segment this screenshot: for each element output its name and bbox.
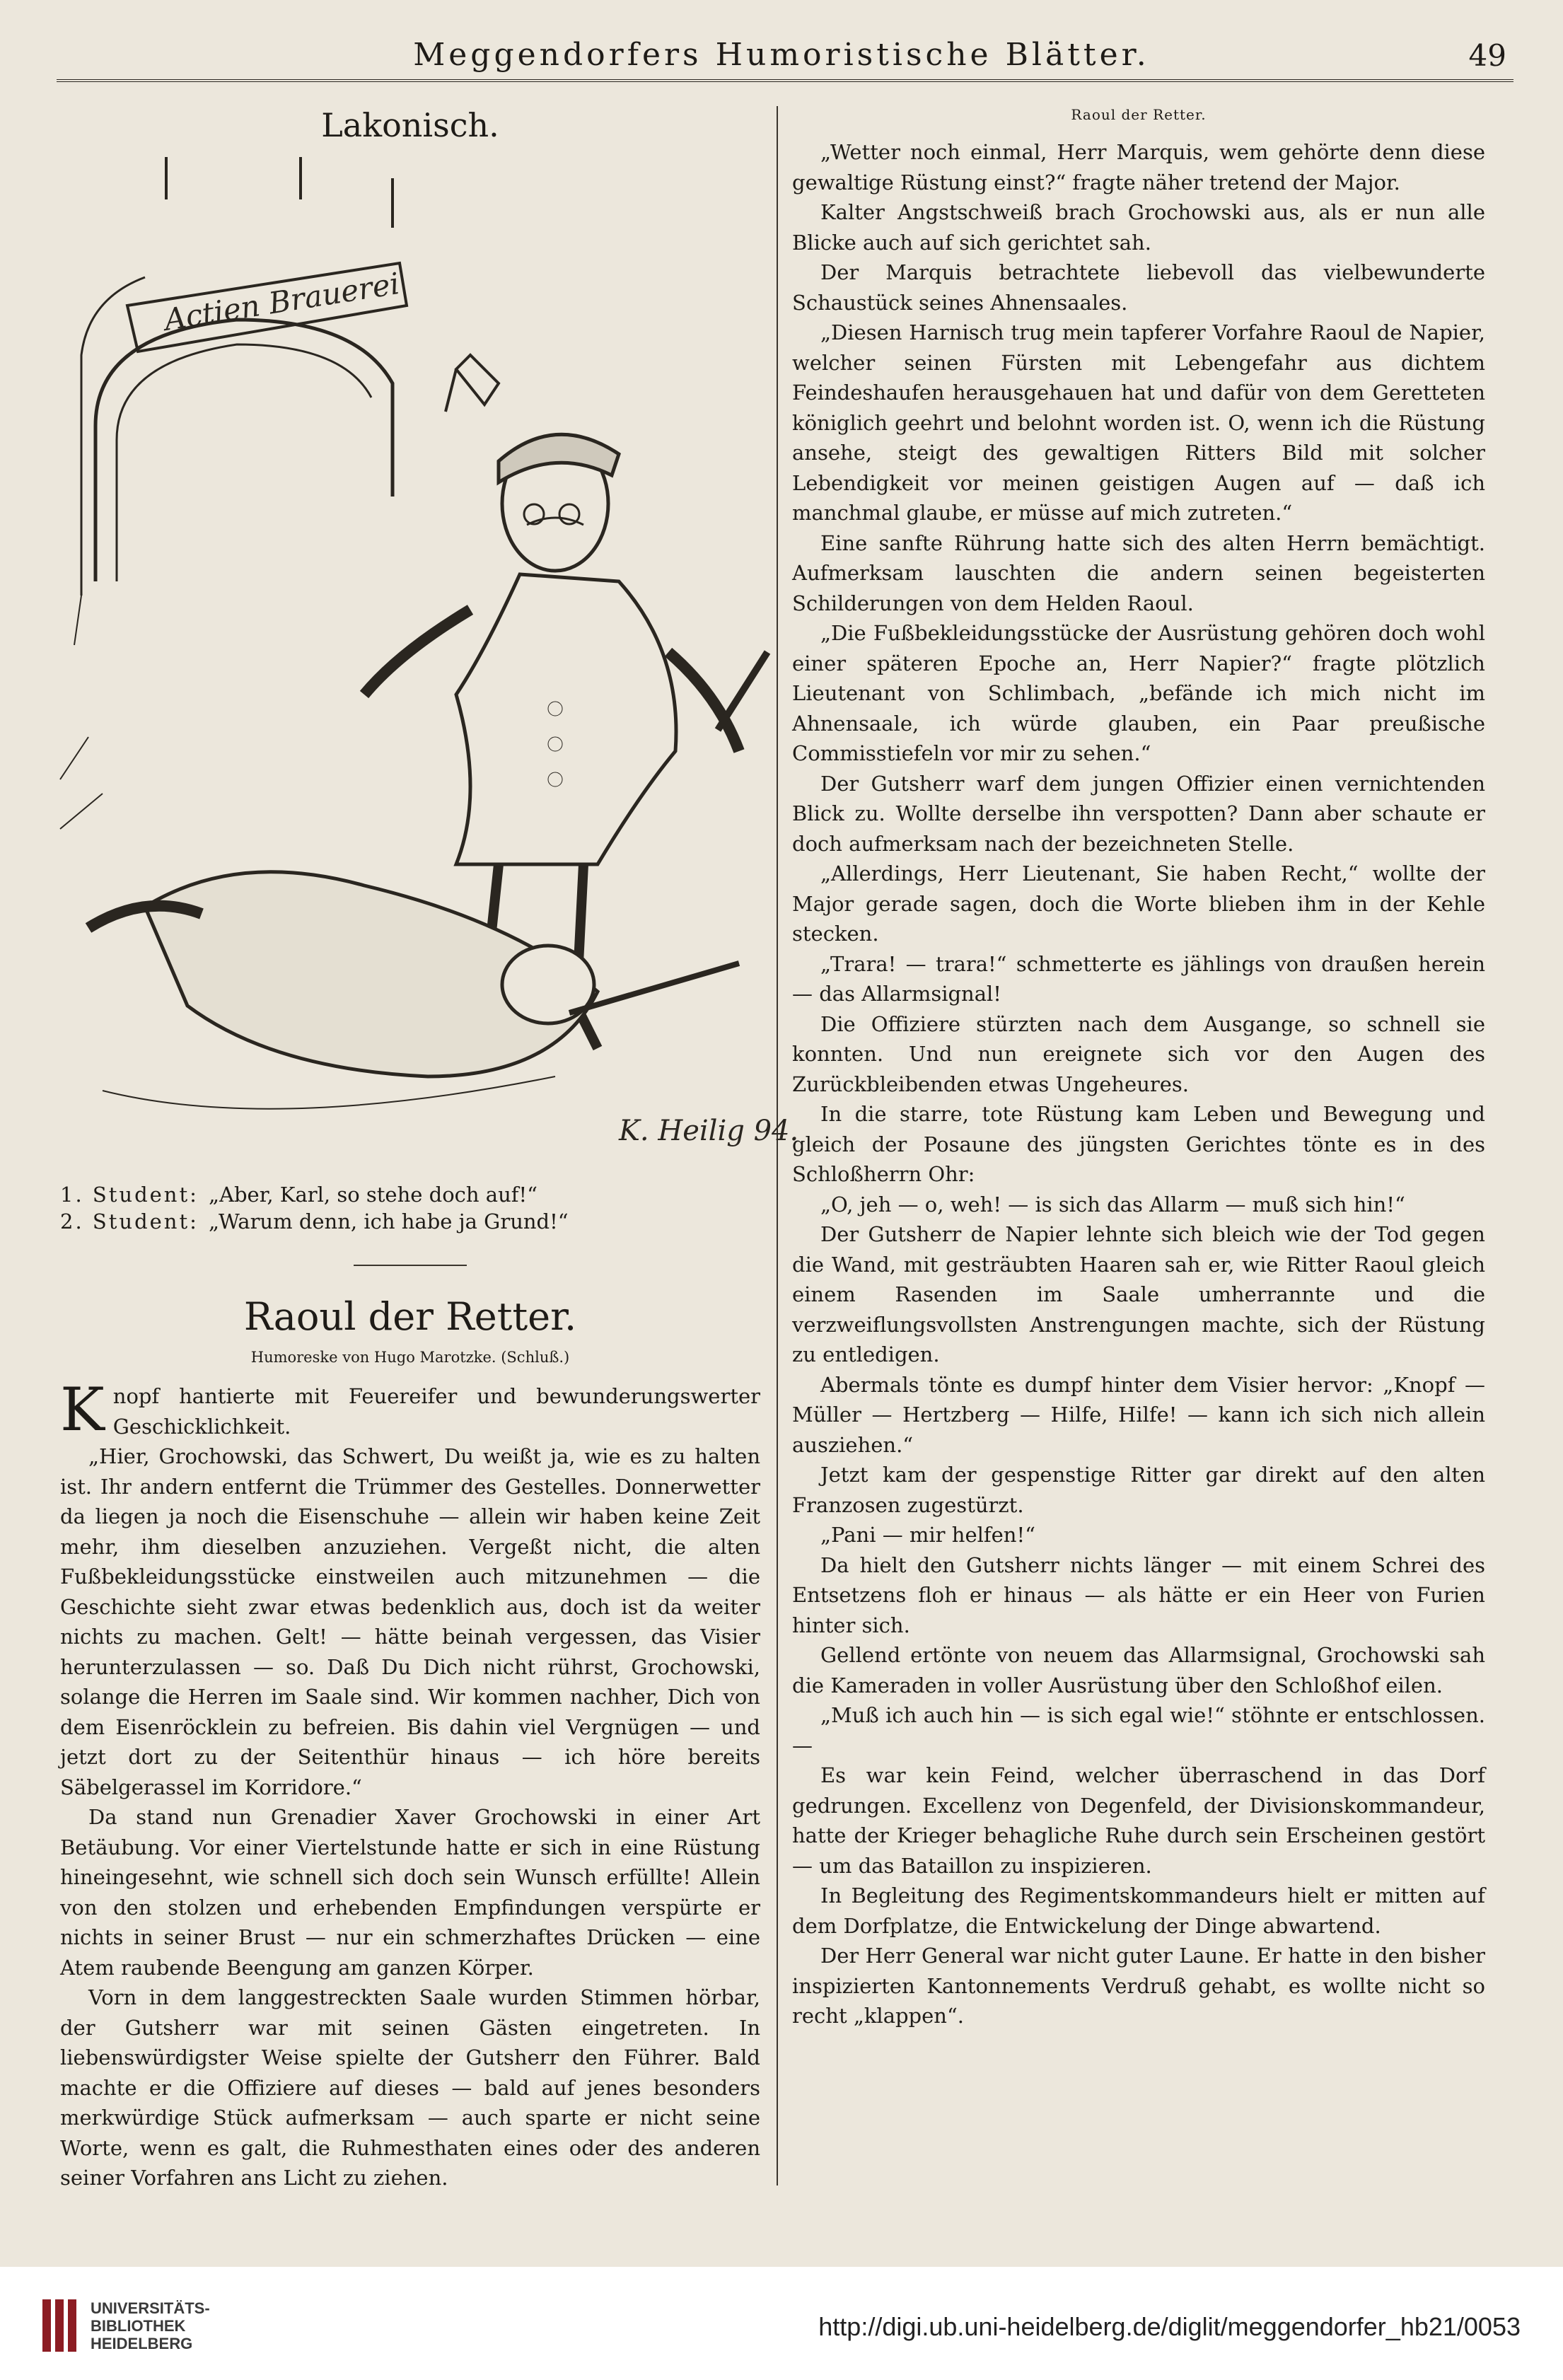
paragraph: Der Gutsherr warf dem jungen Offizier einen vernichtenden Blick zu. Wollte derselbe ihn verspotten? Dann aber schaute er doch aufmerksam nach der bezeichneten Stelle. (792, 771, 1485, 856)
paragraph: Eine sanfte Rührung hatte sich des alten Herrn bemächtigt. Aufmerksam lauschten die andern seinen begeisterten Schilderungen von dem Helden Raoul. (792, 530, 1485, 615)
paragraph: „O, jeh — o, weh! — is sich das Allarm — muß sich hin!“ (820, 1192, 1405, 1217)
paragraph: Die Offiziere stürzten nach dem Ausgange, so schnell sie konnten. Und nun ereignete sich vor den Augen des Zurückbleibenden etwas Ungeheures. (792, 1011, 1485, 1096)
right-column (792, 106, 1485, 2031)
paragraph: Da hielt den Gutsherr nichts länger — mit einem Schrei des Entsetzens floh er hinaus — als hätte er ein Heer von Furien hinter sich. (792, 1552, 1485, 1637)
caption-text: „Aber, Karl, so stehe doch auf!“ (209, 1183, 538, 1207)
paragraph: Gellend ertönte von neuem das Allarmsignal, Grochowski sah die Kameraden in voller Ausrüstung über den Schloßhof eilen. (792, 1643, 1485, 1697)
drop-cap: K (60, 1375, 105, 1444)
paragraph: Es war kein Feind, welcher überraschend in das Dorf gedrungen. Excellenz von Degenfeld, der Divisionskommandeur, hatte der Krieger behagliche Ruhe durch sein Erscheinen gestört — um das Bataillon zu inspizieren. (792, 1763, 1485, 1878)
cartoon-illustration (60, 157, 799, 1168)
permalink-url[interactable]: http://digi.ub.uni-heidelberg.de/diglit/meggendorfer_hb21/0053 (818, 2312, 1521, 2341)
paragraph: „Die Fußbekleidungsstücke der Ausrüstung gehören doch wohl einer späteren Epoche an, Herr Napier?“ fragte plötzlich Lieutenant von Schlimbach, „befände ich mich nicht im Ahnensaale, ich würde glauben, ein Paar preußische Commisstiefeln vor mir zu sehen.“ (792, 621, 1485, 765)
paragraph: Kalter Angstschweiß brach Grochowski aus, als er nun alle Blicke auch auf sich gerichtet sah. (792, 200, 1485, 255)
paragraph: Abermals tönte es dumpf hinter dem Visier hervor: „Knopf — Müller — Hertzberg — Hilfe, Hilfe! — kann ich sich nich allein ausziehen.“ (792, 1372, 1485, 1457)
lying-student-figure (88, 872, 739, 1109)
running-head: Raoul der Retter. (1071, 106, 1207, 123)
section-divider (354, 1265, 467, 1266)
brewery-sign (127, 263, 407, 352)
artist-signature: K. Heilig 94. (619, 1115, 799, 1147)
institution-name: UNIVERSITÄTS- BIBLIOTHEK HEIDELBERG (91, 2299, 210, 2352)
paragraph: „Wetter noch einmal, Herr Marquis, wem gehörte denn diese gewaltige Rüstung einst?“ fragte näher tretend der Major. (792, 140, 1485, 195)
paragraph: „Hier, Grochowski, das Schwert, Du weißt ja, wie es zu halten ist. Ihr andern entfernt die Trümmer des Gestelles. Donnerwetter da liegen ja noch die Eisenschuhe — allein wir haben keine Zeit mehr, ihm dieselben anzuziehen. Vergeßt nicht, die alten Fußbekleidungsstücke einstweilen auch mitzunehmen — die Geschichte sieht zwar etwas bedenklich aus, doch ist da weiter nichts zu machen. Gelt! — hätte beinah vergessen, das Visier herunterzulassen — so. Daß Du Dich nicht rührst, Grochowski, solange die Herren im Saale sind. Wir kommen nachher, Dich von dem Eisenröcklein zu befreien. Bis dahin viel Vergnügen — und jetzt dort zu der Seitenthür hinaus — ich höre bereits Säbelgerassel im Korridore.“ (60, 1444, 760, 1799)
caption-speaker: 2. Student: (60, 1209, 199, 1233)
story-text-left (60, 1375, 760, 2193)
caption-text: „Warum denn, ich habe ja Grund!“ (209, 1209, 569, 1233)
paragraph: Der Gutsherr de Napier lehnte sich bleich wie der Tod gegen die Wand, mit gesträubten Haaren sah er, wie Ritter Raoul gleich einem Rasenden im Saale umherrannte und die verzweiflungsvollsten Anstrengungen machte, sich der Rüstung zu entledigen. (792, 1222, 1485, 1366)
paragraph: „Pani — mir helfen!“ (820, 1523, 1035, 1547)
page-number: 49 (1468, 38, 1506, 73)
story-text-right (792, 137, 1485, 2031)
cartoon-captions (60, 1181, 760, 1235)
story-title: Raoul der Retter. (243, 1294, 577, 1339)
paragraph: Der Marquis betrachtete liebevoll das vielbewunderte Schaustück seines Ahnensaales. (792, 260, 1485, 315)
paragraph: „Diesen Harnisch trug mein tapferer Vorfahre Raoul de Napier, welcher seinen Fürsten mit Lebengefahr aus dichtem Feindeshaufen herausgehauen hat und dafür von dem Geretteten königlich geehrt und belohnt worden ist. O, wenn ich die Rüstung ansehe, steigt des gewaltigen Ritters Bild mit solcher Lebendigkeit vor meinen geistigen Augen auf — daß ich manchmal glaube, er müsse auf mich zutreten.“ (792, 320, 1485, 525)
paragraph: Knopf hantierte mit Feuereifer und bewunderungswerter Geschicklichkeit. (60, 1375, 760, 1444)
university-library-logo (42, 2299, 76, 2352)
left-column (60, 92, 799, 2193)
story-byline: Humoreske von Hugo Marotzke. (Schluß.) (250, 1349, 570, 1366)
paragraph: Da stand nun Grenadier Xaver Grochowski in einer Art Betäubung. Vor einer Viertelstunde hatte er sich in eine Rüstung hineingesehnt, wie schnell sich doch sein Wunsch erfüllte! Allein von den stolzen und erhebenden Empfindungen verspürte er nichts in seiner Brust — nur ein schmerzhaftes Drücken — eine Atem raubende Beengung am ganzen Körper. (60, 1805, 760, 1980)
paragraph: In die starre, tote Rüstung kam Leben und Bewegung und gleich der Posaune des jüngsten Gerichtes tönte es in des Schloßherrn Ohr: (792, 1102, 1485, 1186)
paragraph: Der Herr General war nicht guter Laune. Er hatte in den bisher inspizierten Kantonnements Verdruß gehabt, es wollte nicht so recht „klappen“. (792, 1944, 1485, 2028)
caption-speaker: 1. Student: (60, 1183, 199, 1207)
journal-title: Meggendorfers Humoristische Blätter. (413, 37, 1150, 73)
viewer-footer (0, 2267, 1563, 2380)
paragraph: „Muß ich auch hin — is sich egal wie!“ stöhnte er entschlossen. — (792, 1703, 1485, 1758)
cartoon-heading: Lakonisch. (321, 106, 499, 144)
caption-line-1 (60, 1181, 760, 1208)
paragraph: „Allerdings, Herr Lieutenant, Sie haben Recht,“ wollte der Major gerade sagen, doch die Worte blieben ihm in der Kehle stecken. (792, 861, 1485, 946)
sign-text: Actien Brauerei (161, 265, 402, 337)
header-rule (57, 79, 1513, 82)
caption-line-2 (60, 1208, 760, 1235)
paragraph: Jetzt kam der gespenstige Ritter gar direkt auf den alten Franzosen zugestürzt. (792, 1463, 1485, 1517)
page-header (50, 28, 1513, 78)
paragraph: „Trara! — trara!“ schmetterte es jählings von draußen herein — das Allarmsignal! (792, 951, 1485, 1006)
paragraph: Vorn in dem langgestreckten Saale wurden Stimmen hörbar, der Gutsherr war mit seinen Gästen eingetreten. In liebenswürdigster Weise spielte der Gutsherr den Führer. Bald machte er die Offiziere auf dieses — bald auf jenes besonders merkwürdige Stück aufmerksam — auch sparte er nicht seine Worte, wenn es galt, die Ruhmesthaten eines oder des anderen seiner Vorfahren ans Licht zu ziehen. (60, 1985, 760, 2190)
paragraph: In Begleitung des Regimentskommandeurs hielt er mitten auf dem Dorfplatze, die Entwickelung der Dinge abwartend. (792, 1883, 1485, 1938)
